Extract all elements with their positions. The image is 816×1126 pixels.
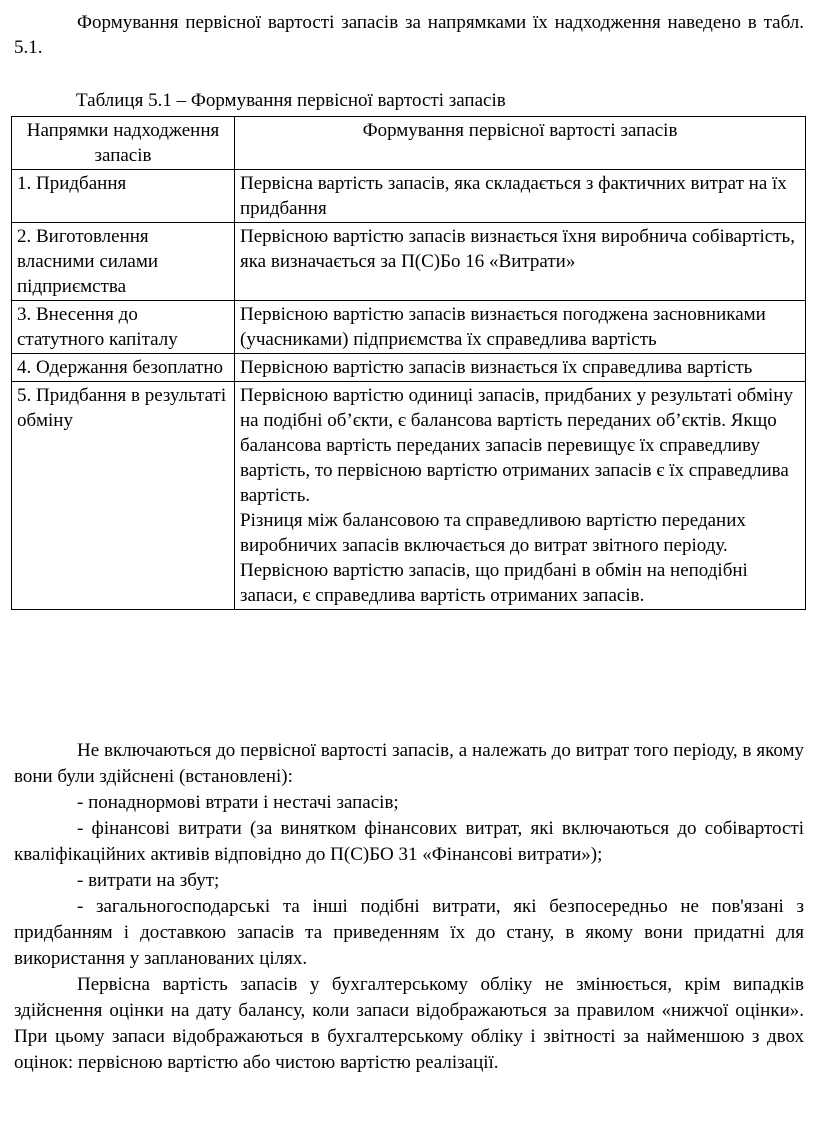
table-row xyxy=(12,382,806,610)
formation-text: Первісною вартістю запасів визнається погоджена засновниками (учасниками) підприємства їх справедлива вартість xyxy=(240,304,766,350)
paragraph-excluded-costs: Не включаються до первісної вартості запасів, а належать до витрат того періоду, в якому вони були здійснені (встановлені): xyxy=(14,740,804,787)
formation-text: Первісною вартістю одиниці запасів, придбаних у результаті обміну на подібні об’єкти, є балансова вартість переданих об’єктів. Якщо балансова вартість переданих запасів перевищує їх справедливу вартість, то первісною вартістю отриманих запасів є їх справедлива вартість. xyxy=(240,385,793,506)
list-item: - понаднормові втрати і нестачі запасів; xyxy=(77,792,399,813)
intro-paragraph: Формування первісної вартості запасів за напрямками їх надходження наведено в табл. 5.1. xyxy=(14,12,804,58)
table-row xyxy=(12,354,806,382)
cell-formation xyxy=(235,223,806,301)
list-item: - фінансові витрати (за винятком фінансових витрат, які включаються до собівартості кваліфікаційних активів відповідно до П(С)БО 31 «Фінансові витрати»); xyxy=(14,818,804,865)
table-caption: Таблиця 5.1 – Формування первісної вартості запасів xyxy=(76,90,506,111)
cell-direction: 3. Внесення до статутного капіталу xyxy=(12,301,235,354)
cell-direction: 4. Одержання безоплатно xyxy=(12,354,235,382)
inventory-cost-table xyxy=(11,116,806,610)
paragraph-cost-unchanged: Первісна вартість запасів у бухгалтерському обліку не змінюється, крім випадків здійснення оцінки на дату балансу, коли запаси відображаються за правилом «нижчої оцінки». При цьому запаси відображаються в бухгалтерському обліку і звітності за найменшою з двох оцінок: первісною вартістю або чистою вартістю реалізації. xyxy=(14,974,804,1073)
cell-direction: 5. Придбання в результаті обміну xyxy=(12,382,235,610)
list-item: - загальногосподарські та інші подібні витрати, які безпосередньо не пов'язані з придбанням і доставкою запасів та приведенням їх до стану, в якому вони придатні для використання у запланованих цілях. xyxy=(14,896,804,969)
header-directions: Напрямки надходження запасів xyxy=(12,117,235,170)
cell-direction: 1. Придбання xyxy=(12,170,235,223)
formation-text: Первісною вартістю запасів визнається їх справедлива вартість xyxy=(240,357,753,378)
formation-text: Первісна вартість запасів, яка складається з фактичних витрат на їх придбання xyxy=(240,173,787,219)
formation-text: Первісною вартістю запасів, що придбані в обмін на неподібні запаси, є справедлива вартість отриманих запасів. xyxy=(240,560,748,606)
formation-text: Первісною вартістю запасів визнається їхня виробнича собівартість, яка визначається за П(С)Бо 16 «Витрати» xyxy=(240,226,795,272)
cell-formation xyxy=(235,170,806,223)
table-row xyxy=(12,223,806,301)
table-row xyxy=(12,170,806,223)
cell-direction: 2. Виготовлення власними силами підприємства xyxy=(12,223,235,301)
cell-formation xyxy=(235,382,806,610)
cell-formation xyxy=(235,301,806,354)
cell-formation xyxy=(235,354,806,382)
header-formation: Формування первісної вартості запасів xyxy=(235,117,806,170)
table-row xyxy=(12,301,806,354)
table-header-row xyxy=(12,117,806,170)
list-item: - витрати на збут; xyxy=(77,870,220,891)
formation-text: Різниця між балансовою та справедливою вартістю переданих виробничих запасів включається до витрат звітного періоду. xyxy=(240,510,746,556)
body-text xyxy=(14,738,804,1076)
